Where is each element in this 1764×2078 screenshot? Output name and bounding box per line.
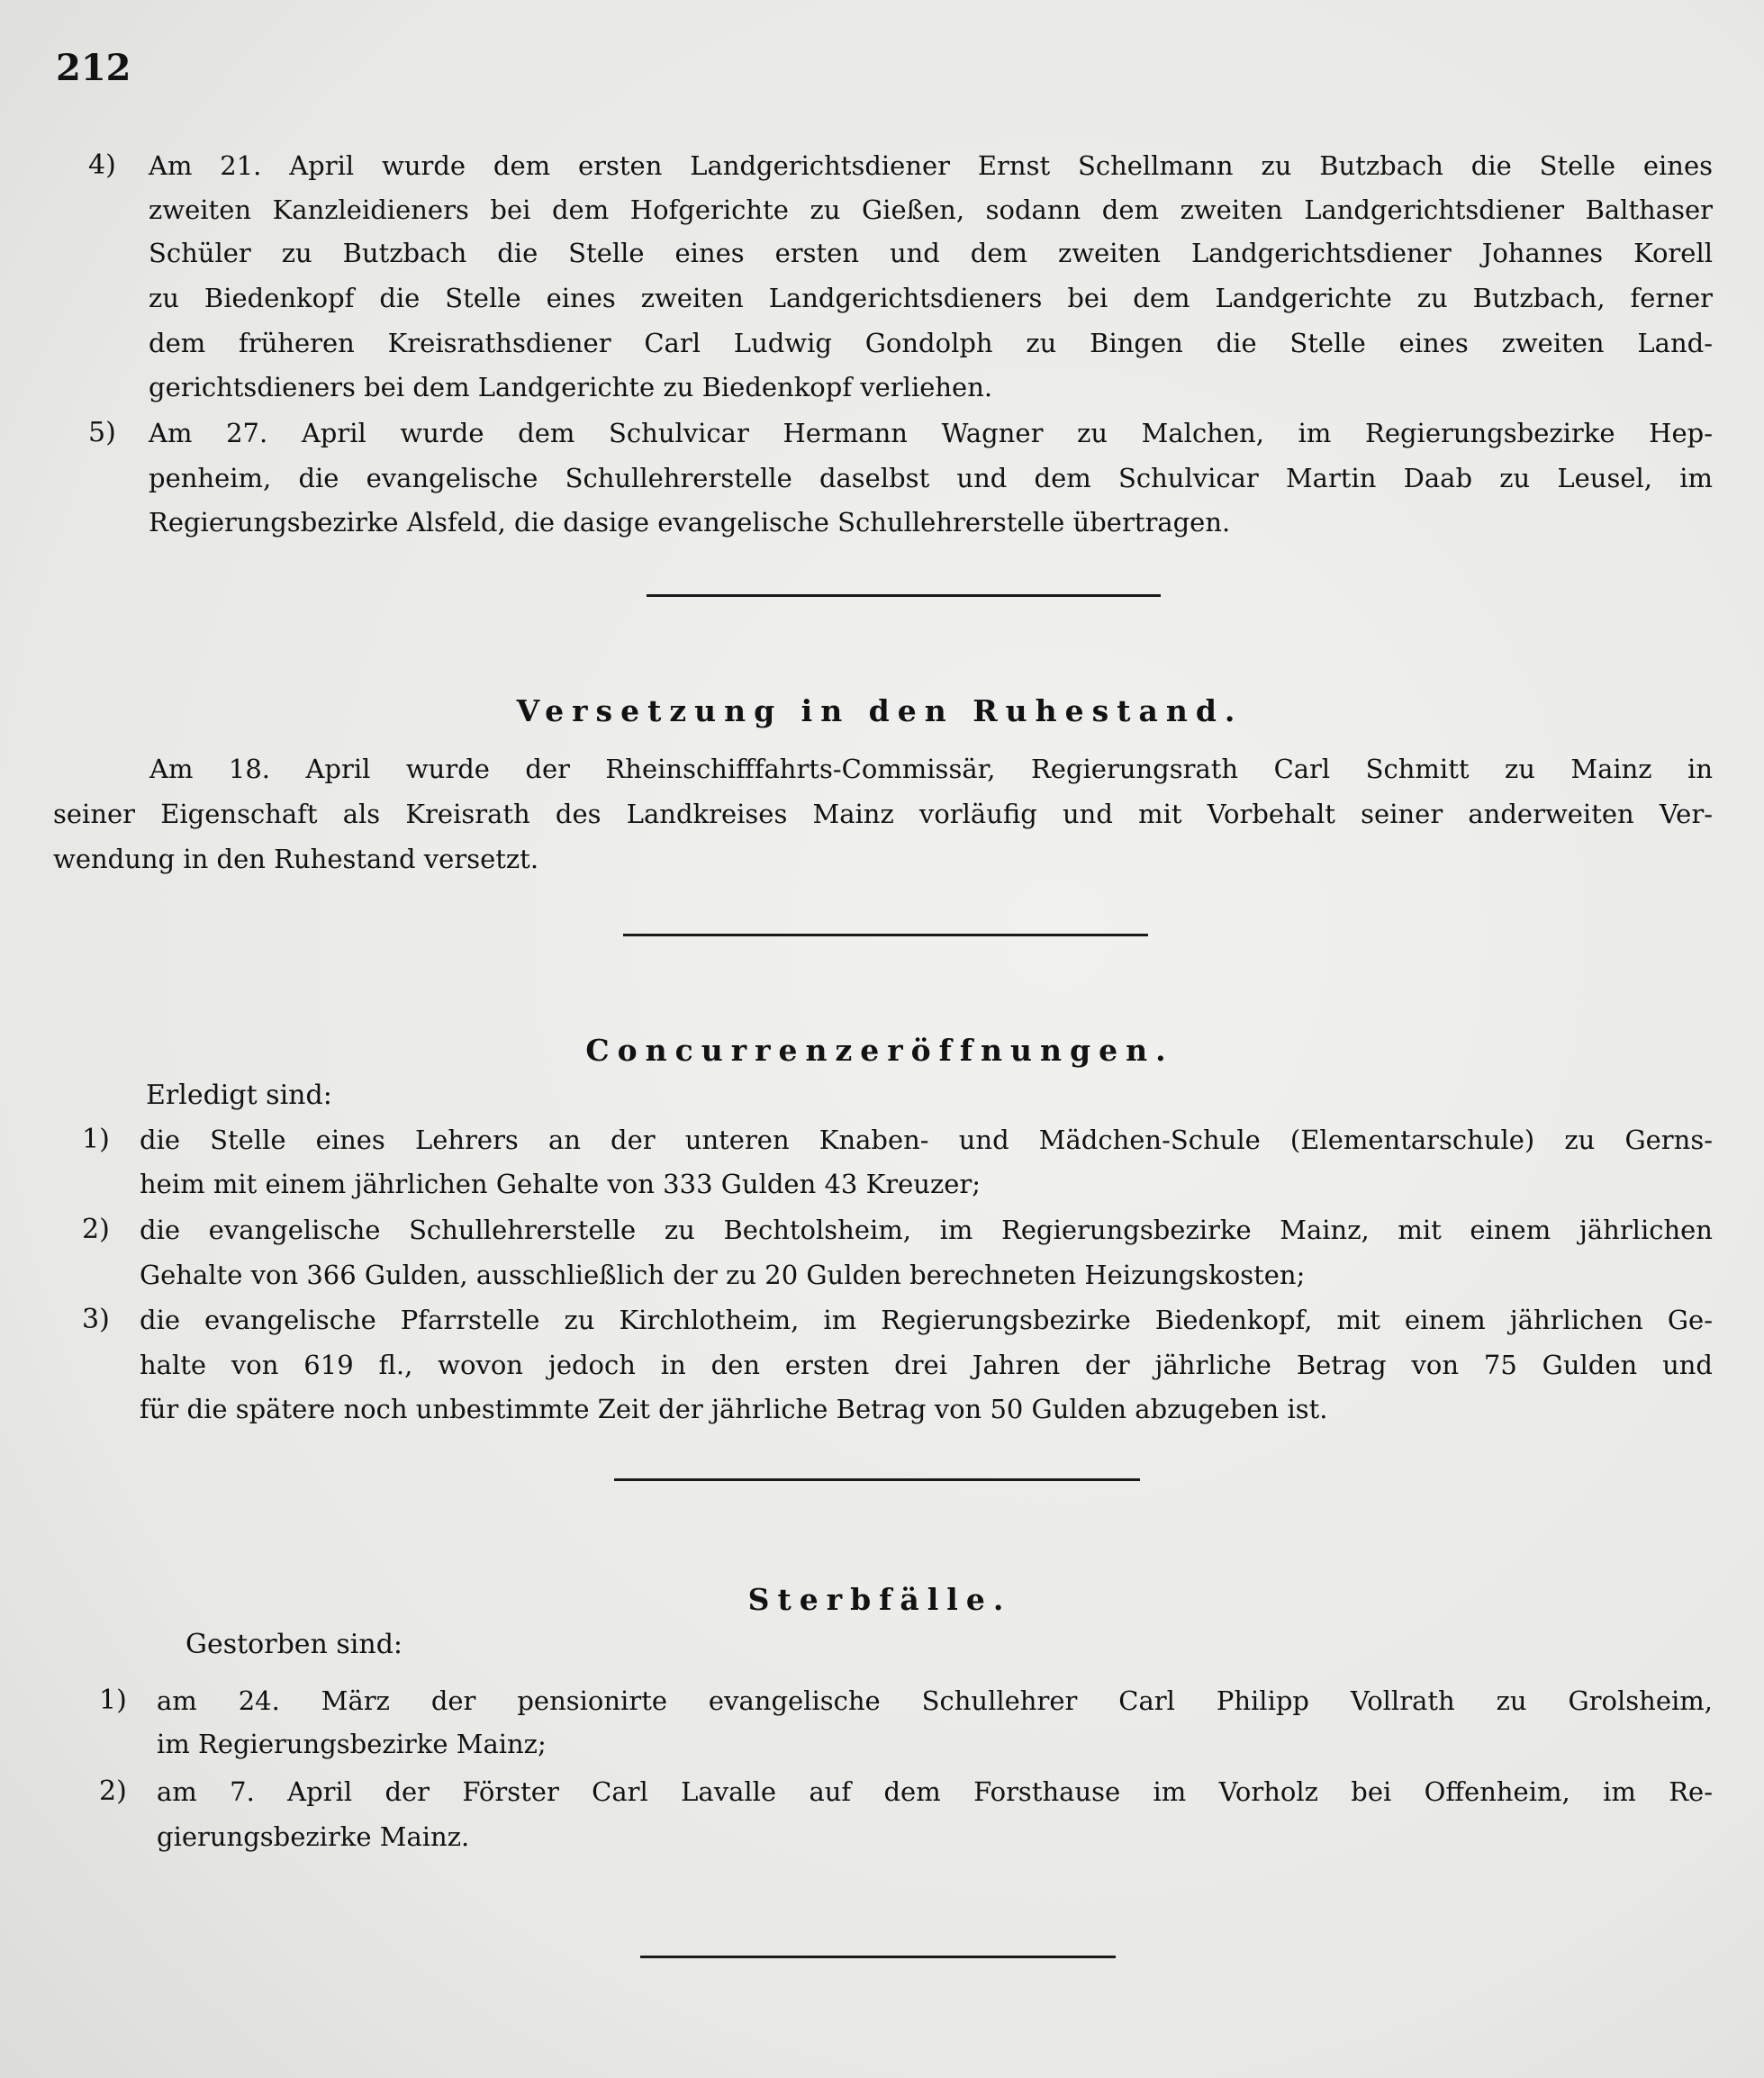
item-number: 5) — [88, 417, 116, 448]
text-line: im Regierungsbezirke Mainz; — [157, 1729, 547, 1759]
retirement-heading: Versetzung in den Ruhestand. — [516, 693, 1244, 728]
text-line: dem früheren Kreisrathsdiener Carl Ludwig Gondolph zu Bingen die Stelle eines zweiten Land- — [149, 328, 1713, 358]
item-number: 2) — [99, 1775, 127, 1807]
item-number: 1) — [99, 1685, 127, 1716]
text-line: halte von 619 fl., wovon jedoch in den ersten drei Jahren der jährliche Betrag von 75 Gulden und — [140, 1350, 1713, 1380]
text-line: heim mit einem jährlichen Gehalte von 333 Gulden 43 Kreuzer; — [140, 1169, 982, 1199]
text-line: Schüler zu Butzbach die Stelle eines ersten und dem zweiten Landgerichtsdiener Johannes Korell — [149, 238, 1713, 268]
text-line: Am 21. April wurde dem ersten Landgerichtsdiener Ernst Schellmann zu Butzbach die Stelle eines — [149, 150, 1713, 181]
text-line: penheim, die evangelische Schullehrerstelle daselbst und dem Schulvicar Martin Daab zu Leusel, im — [149, 463, 1713, 493]
text-line: gierungsbezirke Mainz. — [157, 1821, 470, 1852]
item-number: 1) — [82, 1124, 110, 1155]
section-divider — [623, 934, 1148, 936]
text-line: Regierungsbezirke Alsfeld, die dasige evangelische Schullehrerstelle übertragen. — [149, 507, 1231, 538]
item-number: 4) — [88, 149, 116, 181]
text-line: die Stelle eines Lehrers an der unteren Knaben- und Mädchen-Schule (Elementarschule) zu Gerns- — [140, 1125, 1713, 1155]
vacancies-heading: Concurrenzeröffnungen. — [585, 1033, 1174, 1068]
text-line: die evangelische Pfarrstelle zu Kirchlotheim, im Regierungsbezirke Biedenkopf, mit einem jährlichen Ge- — [140, 1305, 1713, 1335]
section-divider — [614, 1478, 1140, 1481]
text-line: zweiten Kanzleidieners bei dem Hofgerichte zu Gießen, sodann dem zweiten Landgerichtsdiener Balthaser — [149, 194, 1713, 225]
text-line: Am 18. April wurde der Rheinschifffahrts-Commissär, Regierungsrath Carl Schmitt zu Mainz in — [149, 754, 1713, 784]
text-line: die evangelische Schullehrerstelle zu Bechtolsheim, im Regierungsbezirke Mainz, mit einem jährlichen — [140, 1215, 1713, 1245]
deaths-heading: Sterbfälle. — [747, 1582, 1012, 1617]
text-line: Am 27. April wurde dem Schulvicar Hermann Wagner zu Malchen, im Regierungsbezirke Hep- — [149, 418, 1713, 448]
text-line: am 24. März der pensionirte evangelische Schullehrer Carl Philipp Vollrath zu Grolsheim, — [157, 1685, 1713, 1716]
page-number: 212 — [56, 47, 131, 89]
text-line: am 7. April der Förster Carl Lavalle auf dem Forsthause im Vorholz bei Offenheim, im Re- — [157, 1776, 1713, 1807]
text-line: für die spätere noch unbestimmte Zeit der jährliche Betrag von 50 Gulden abzugeben ist. — [140, 1394, 1328, 1424]
text-line: zu Biedenkopf die Stelle eines zweiten Landgerichtsdieners bei dem Landgerichte zu Butzbach, ferner — [149, 283, 1713, 313]
vacancies-intro: Erledigt sind: — [146, 1080, 332, 1111]
item-number: 2) — [82, 1214, 110, 1245]
text-line: Gehalte von 366 Gulden, ausschließlich der zu 20 Gulden berechneten Heizungskosten; — [140, 1260, 1306, 1290]
section-divider — [647, 594, 1161, 597]
deaths-intro: Gestorben sind: — [185, 1629, 403, 1660]
text-line: seiner Eigenschaft als Kreisrath des Landkreises Mainz vorläufig und mit Vorbehalt seiner anderweiten Ver- — [53, 799, 1713, 829]
text-line: gerichtsdieners bei dem Landgerichte zu Biedenkopf verliehen. — [149, 372, 993, 402]
section-divider — [640, 1956, 1116, 1958]
text-line: wendung in den Ruhestand versetzt. — [53, 844, 539, 874]
item-number: 3) — [82, 1304, 110, 1335]
